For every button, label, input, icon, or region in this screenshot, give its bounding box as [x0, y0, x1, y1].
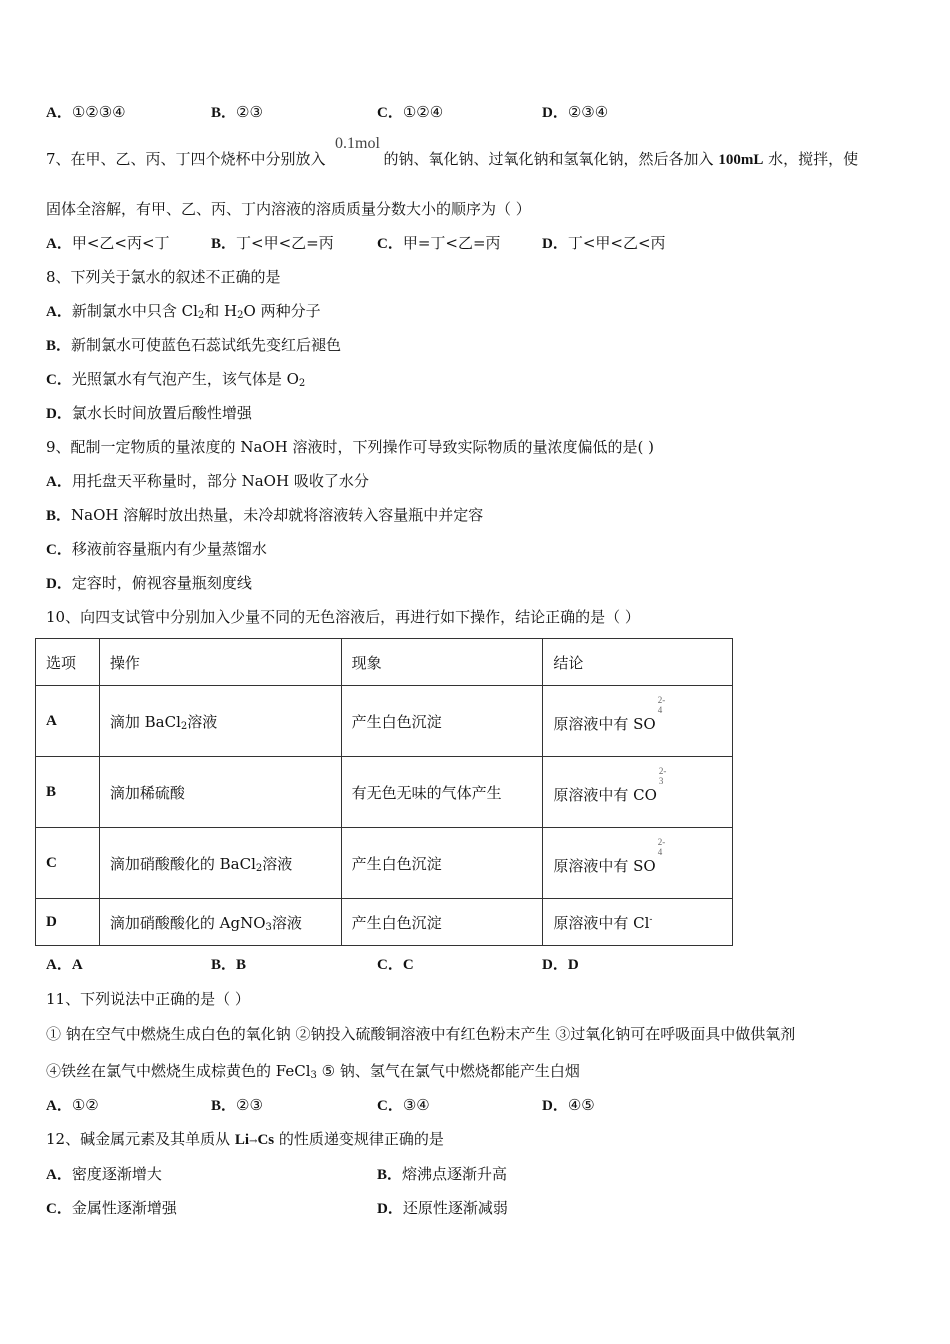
q7-stem-part2: 的钠、氧化钠、过氧化钠和氢氧化钠，然后各加入: [383, 150, 714, 168]
option-text: D: [567, 957, 579, 973]
option-letter: C．: [46, 542, 72, 558]
operation-text: 滴加硝酸酸化的 BaCl: [109, 854, 256, 873]
conclusion-text: 原溶液中有 CO: [553, 785, 657, 804]
ion-subscript: 3: [658, 775, 664, 786]
option-text: 密度逐渐增大: [71, 1165, 162, 1183]
ion-charge: 2-: [657, 836, 666, 847]
conclusion-text: 原溶液中有 Cl: [553, 913, 650, 932]
ion-subscript: 4: [657, 846, 663, 857]
subscript: 2: [237, 310, 244, 321]
q6-option-a[interactable]: [46, 102, 126, 123]
q11-option-a[interactable]: [46, 1095, 99, 1116]
q9-option-b[interactable]: [46, 505, 483, 526]
q7-option-c[interactable]: [377, 233, 501, 254]
option-text: 和 H: [204, 302, 238, 320]
option-letter: A．: [46, 1167, 72, 1183]
option-letter: D．: [542, 957, 568, 973]
q7-amount-formula: 0.1mol: [335, 135, 380, 152]
statement-text: ⑤ 钠、氢气在氯气中燃烧都能产生白烟: [316, 1062, 580, 1080]
stem-text: 12、碱金属元素及其单质从: [46, 1130, 235, 1148]
ion-notation: [656, 836, 666, 871]
row-phenomenon: 产生白色沉淀: [341, 828, 543, 899]
option-letter: B．: [377, 1167, 403, 1183]
option-text: 新制氯水中只含 Cl: [71, 302, 198, 320]
row-operation: [99, 828, 341, 899]
row-phenomenon: 有无色无味的气体产生: [341, 757, 543, 828]
subscript: 2: [298, 378, 306, 389]
option-letter: D．: [542, 236, 568, 252]
row-option: A: [36, 686, 100, 757]
q12-option-c[interactable]: [46, 1198, 177, 1219]
q12-stem: [46, 1129, 444, 1152]
operation-text: 溶液: [271, 913, 302, 932]
operation-text: 溶液: [262, 854, 293, 873]
row-operation: [99, 686, 341, 757]
q7-stem-part1: 7、在甲、乙、丙、丁四个烧杯中分别放入: [46, 150, 326, 168]
option-letter: C．: [377, 236, 403, 252]
option-letter: D．: [542, 105, 568, 121]
subscript: 2: [255, 862, 263, 874]
option-letter: A．: [46, 236, 72, 252]
row-conclusion: [543, 757, 733, 828]
option-text: 金属性逐渐增强: [71, 1199, 177, 1217]
option-text: 定容时，俯视容量瓶刻度线: [71, 574, 252, 592]
option-text: ①②③④: [71, 103, 126, 121]
row-conclusion: [543, 899, 733, 946]
subscript: 2: [180, 720, 188, 732]
q8-option-a[interactable]: [46, 301, 321, 326]
option-letter: A．: [46, 474, 72, 490]
q10-option-d[interactable]: [542, 955, 579, 975]
option-text: 新制氯水可使蓝色石蕊试纸先变红后褪色: [71, 336, 342, 354]
ion-charge: 2-: [658, 765, 667, 776]
option-text: 光照氯水有气泡产生，该气体是 O: [71, 370, 299, 388]
q9-option-c[interactable]: [46, 539, 267, 560]
option-text: 熔沸点逐渐升高: [402, 1165, 508, 1183]
option-letter: B．: [211, 1098, 237, 1114]
option-letter: D．: [377, 1201, 403, 1217]
q10-option-b[interactable]: [211, 955, 246, 975]
row-operation: [99, 757, 341, 828]
q12-option-b[interactable]: [377, 1164, 507, 1185]
q7-option-a[interactable]: [46, 233, 170, 254]
option-text: O 两种分子: [243, 302, 321, 320]
subscript: 2: [197, 310, 205, 321]
header-phenomenon: 现象: [341, 639, 543, 686]
option-letter: A．: [46, 1098, 72, 1114]
option-text: 甲=丁<乙=丙: [402, 234, 501, 252]
table-row: [36, 828, 733, 899]
table-row: [36, 899, 733, 946]
q8-stem: 8、下列关于氯水的叙述不正确的是: [46, 268, 281, 286]
option-letter: D．: [542, 1098, 568, 1114]
header-conclusion: 结论: [543, 639, 733, 686]
q11-stem: 11、下列说法中正确的是（ ）: [46, 990, 250, 1008]
q11-statements-line1: ① 钠在空气中燃烧生成白色的氧化钠 ②钠投入硫酸铜溶液中有红色粉末产生 ③过氧化钠可在呼吸面具中做供氧剂: [46, 1025, 796, 1043]
operation-text: 溶液: [187, 712, 218, 731]
q9-option-a[interactable]: [46, 471, 369, 492]
option-letter: C．: [377, 957, 403, 973]
option-text: ④⑤: [567, 1096, 595, 1114]
q6-option-b[interactable]: [211, 102, 263, 123]
option-letter: C．: [46, 372, 72, 388]
q10-option-a[interactable]: [46, 955, 83, 975]
option-text: 氯水长时间放置后酸性增强: [71, 404, 252, 422]
q9-stem: 9、配制一定物质的量浓度的 NaOH 溶液时，下列操作可导致实际物质的量浓度偏低的是( ): [46, 438, 655, 456]
row-conclusion: [543, 828, 733, 899]
option-text: B: [236, 957, 247, 973]
ion-notation: [656, 694, 666, 729]
option-text: C: [402, 957, 414, 973]
option-text: NaOH 溶解时放出热量，未冷却就将溶液转入容量瓶中并定容: [71, 506, 484, 524]
q12-option-a[interactable]: [46, 1164, 162, 1185]
q8-option-b[interactable]: [46, 335, 341, 356]
option-text: ②③: [236, 103, 263, 121]
row-phenomenon: 产生白色沉淀: [341, 686, 543, 757]
ion-charge: 2-: [657, 694, 666, 705]
option-letter: A．: [46, 105, 72, 121]
option-letter: A．: [46, 304, 72, 320]
ion-notation: [657, 765, 667, 800]
option-text: ③④: [402, 1096, 430, 1114]
option-letter: C．: [46, 1201, 72, 1217]
option-text: ①②: [71, 1096, 99, 1114]
q11-option-b[interactable]: [211, 1095, 263, 1116]
q6-option-c[interactable]: [377, 102, 443, 123]
option-letter: B．: [211, 957, 237, 973]
operation-text: 滴加稀硫酸: [109, 783, 185, 802]
option-text: 还原性逐渐减弱: [402, 1199, 508, 1217]
option-text: ②③: [236, 1096, 263, 1114]
q7-stem-line2: 固体全溶解，有甲、乙、丙、丁内溶液的溶质质量分数大小的顺序为（ ）: [46, 200, 531, 218]
operation-text: 滴加 BaCl: [109, 712, 181, 731]
q10-table: [35, 638, 733, 946]
operation-text: 滴加硝酸酸化的 AgNO: [109, 913, 266, 932]
q11-option-c[interactable]: [377, 1095, 430, 1116]
subscript: 3: [265, 921, 272, 933]
table-row: [36, 757, 733, 828]
q9-option-d[interactable]: [46, 573, 252, 594]
q8-option-c[interactable]: [46, 369, 305, 394]
option-letter: A．: [46, 957, 72, 973]
stem-text: 的性质递变规律正确的是: [274, 1130, 444, 1148]
row-operation: [99, 899, 341, 946]
option-text: ①②④: [402, 103, 444, 121]
ion-subscript: 4: [657, 704, 663, 715]
table-row: [36, 686, 733, 757]
option-letter: C．: [377, 105, 403, 121]
subscript: 3: [310, 1070, 317, 1081]
header-operation: 操作: [99, 639, 341, 686]
q6-option-d[interactable]: [542, 102, 608, 123]
q7-option-b[interactable]: [211, 233, 334, 254]
option-text: 丁<甲<乙<丙: [567, 234, 666, 252]
q8-option-d[interactable]: [46, 403, 252, 424]
ion-charge: -: [649, 914, 653, 925]
option-text: 移液前容量瓶内有少量蒸馏水: [71, 540, 267, 558]
header-option: 选项: [36, 639, 100, 686]
option-letter: B．: [211, 236, 237, 252]
q12-option-d[interactable]: [377, 1198, 508, 1219]
option-letter: B．: [46, 338, 72, 354]
q10-stem: 10、向四支试管中分别加入少量不同的无色溶液后，再进行如下操作，结论正确的是（ ）: [46, 608, 640, 626]
table-header-row: [36, 639, 733, 686]
conclusion-text: 原溶液中有 SO: [553, 856, 656, 875]
option-letter: C．: [377, 1098, 403, 1114]
q11-option-d[interactable]: [542, 1095, 595, 1116]
conclusion-text: 原溶液中有 SO: [553, 714, 656, 733]
row-conclusion: [543, 686, 733, 757]
row-option: B: [36, 757, 100, 828]
q7-volume: 100mL: [718, 152, 764, 168]
option-text: ②③④: [567, 103, 609, 121]
q11-statements-line2: [46, 1061, 580, 1086]
arrow-icon: →: [249, 1136, 258, 1147]
statement-text: ④铁丝在氯气中燃烧生成棕黄色的 FeCl: [46, 1062, 311, 1080]
option-text: 丁<甲<乙=丙: [236, 234, 334, 252]
element-to: Cs: [257, 1132, 275, 1148]
q7-option-d[interactable]: [542, 233, 666, 254]
row-option: D: [36, 899, 100, 946]
q7-stem: [46, 149, 858, 170]
option-text: A: [71, 957, 83, 973]
row-option: C: [36, 828, 100, 899]
q10-option-c[interactable]: [377, 955, 414, 975]
q7-stem-part3: 水，搅拌，使: [768, 150, 859, 168]
element-from: Li: [234, 1132, 250, 1148]
option-text: 甲<乙<丙<丁: [71, 234, 170, 252]
option-letter: D．: [46, 576, 72, 592]
option-letter: B．: [211, 105, 237, 121]
row-phenomenon: 产生白色沉淀: [341, 899, 543, 946]
option-letter: D．: [46, 406, 72, 422]
option-letter: B．: [46, 508, 72, 524]
option-text: 用托盘天平称量时，部分 NaOH 吸收了水分: [71, 472, 369, 490]
